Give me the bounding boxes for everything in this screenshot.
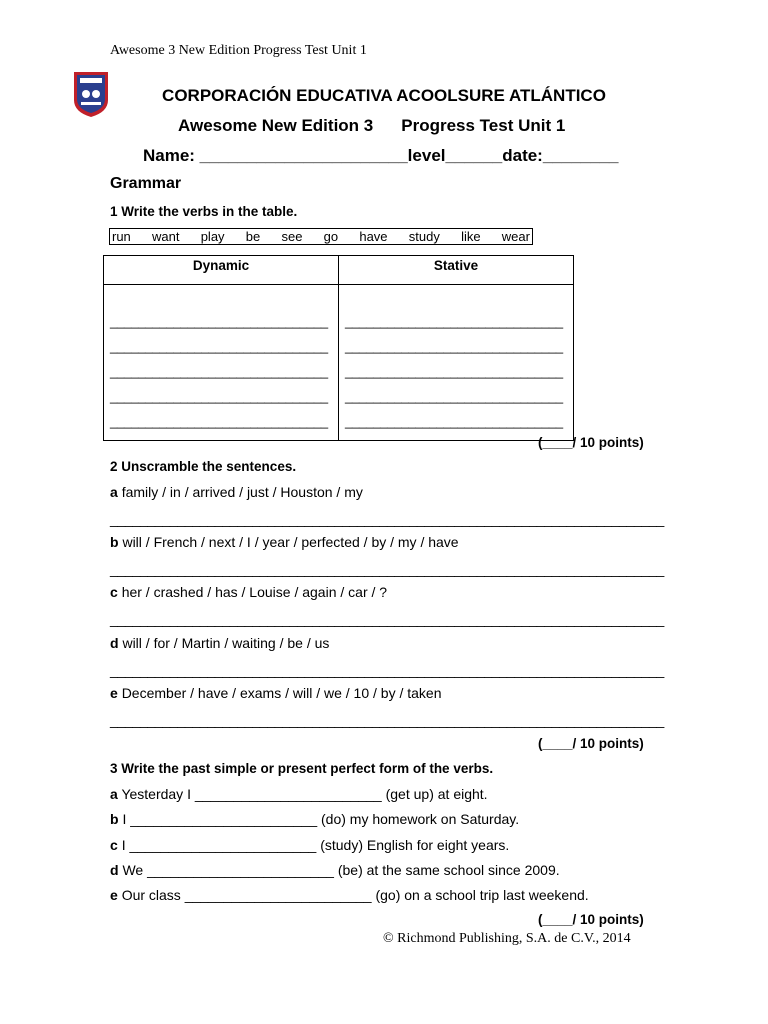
q2-item-c: c her / crashed / has / Louise / again / car / ?	[110, 584, 388, 600]
q2-item-b: b will / French / next / I / year / perfected / by / my / have	[110, 534, 459, 550]
q1-instruction: 1 Write the verbs in the table.	[110, 204, 298, 219]
answer-blank[interactable]: _______________________________	[110, 364, 328, 379]
q3-instruction: 3 Write the past simple or present perfect form of the verbs.	[110, 761, 494, 776]
word: wear	[501, 229, 530, 244]
word: have	[359, 229, 388, 244]
word: see	[281, 229, 303, 244]
answer-blank[interactable]: _______________________________	[110, 389, 328, 404]
column-header-stative: Stative	[339, 256, 574, 285]
q3-item-c: c I ________________________ (study) English for eight years.	[110, 837, 510, 853]
answer-blank[interactable]: _______________________________	[345, 364, 563, 379]
q3-points: (____/ 10 points)	[538, 912, 644, 927]
answer-blank[interactable]: _______________________________	[110, 414, 328, 429]
verbs-table	[103, 255, 574, 441]
name-level-date-row[interactable]: Name: ______________________level______date:________	[143, 146, 619, 165]
section-heading: Grammar	[110, 175, 182, 192]
word: like	[461, 229, 481, 244]
answer-blank[interactable]: _______________________________	[345, 314, 563, 329]
copyright-footer: © Richmond Publishing, S.A. de C.V., 2014	[383, 931, 631, 946]
q2-item-e: e December / have / exams / will / we / 10 / by / taken	[110, 685, 442, 701]
book-title: Awesome New Edition 3	[178, 116, 374, 135]
word-box	[109, 228, 533, 245]
stative-column	[339, 285, 574, 441]
q3-item-b: b I ________________________ (do) my homework on Saturday.	[110, 811, 520, 827]
q2-answer-line-b[interactable]: __________________________________________________________________________	[110, 561, 664, 577]
word: be	[245, 229, 261, 244]
q2-instruction: 2 Unscramble the sentences.	[110, 459, 297, 474]
word: study	[408, 229, 440, 244]
q3-item-e: e Our class ________________________ (go) on a school trip last weekend.	[110, 887, 589, 903]
answer-blank[interactable]: _______________________________	[345, 389, 563, 404]
q2-answer-line-c[interactable]: __________________________________________________________________________	[110, 611, 664, 627]
q2-answer-line-e[interactable]: __________________________________________________________________________	[110, 712, 664, 728]
answer-blank[interactable]: _______________________________	[345, 414, 563, 429]
word: play	[200, 229, 225, 244]
column-header-dynamic: Dynamic	[104, 256, 339, 285]
word: run	[112, 229, 131, 244]
test-title: Progress Test Unit 1	[401, 116, 566, 135]
q2-answer-line-a[interactable]: __________________________________________________________________________	[110, 511, 664, 527]
word: want	[152, 229, 180, 244]
q2-item-d: d will / for / Martin / waiting / be / us	[110, 635, 330, 651]
running-header: Awesome 3 New Edition Progress Test Unit 1	[110, 43, 367, 58]
q3-item-a: a Yesterday I ________________________ (get up) at eight.	[110, 786, 488, 802]
q1-points: (____/ 10 points)	[538, 435, 644, 450]
answer-blank[interactable]: _______________________________	[110, 314, 328, 329]
answer-blank[interactable]: _______________________________	[345, 339, 563, 354]
q2-points: (____/ 10 points)	[538, 736, 644, 751]
organization-title: CORPORACIÓN EDUCATIVA ACOOLSURE ATLÁNTICO	[162, 86, 606, 105]
word: go	[323, 229, 339, 244]
q2-answer-line-d[interactable]: __________________________________________________________________________	[110, 662, 664, 678]
q2-item-a: a family / in / arrived / just / Houston / my	[110, 484, 363, 500]
answer-blank[interactable]: _______________________________	[110, 339, 328, 354]
q3-item-d: d We ________________________ (be) at the same school since 2009.	[110, 862, 560, 878]
dynamic-column	[104, 285, 339, 441]
test-subtitle	[178, 116, 565, 136]
